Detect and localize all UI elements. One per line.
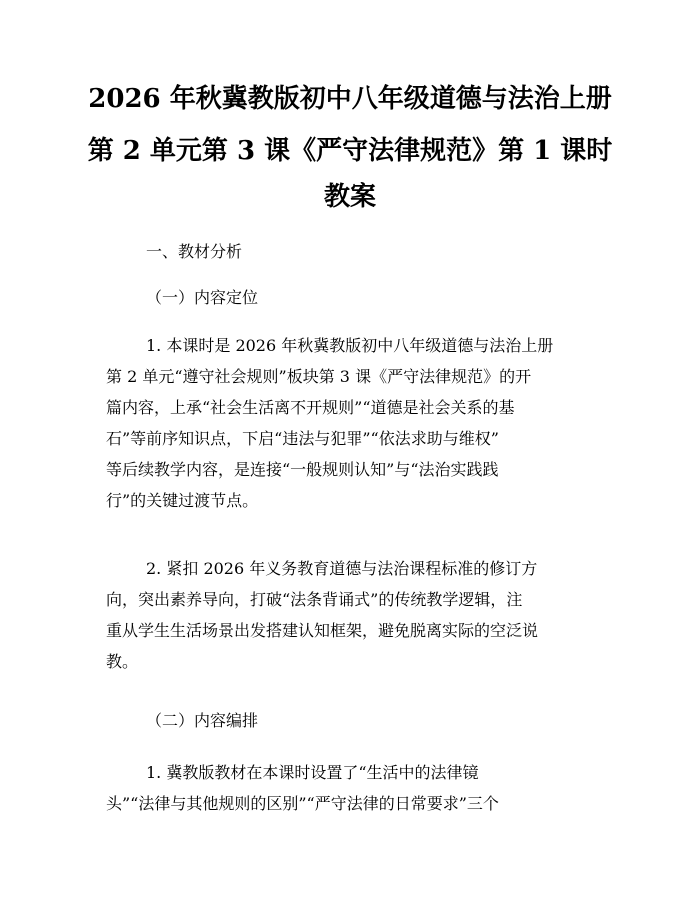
paragraph-1-line: 石”等前序知识点，下启“违法与犯罪”“依法求助与维权” xyxy=(106,429,499,448)
section-heading-textbook-analysis: 一、教材分析 xyxy=(146,242,243,261)
paragraph-3-line: 头”“法律与其他规则的区别”“严守法律的日常要求”三个 xyxy=(106,794,499,813)
paragraph-1-line: 第 2 单元“遵守社会规则”板块第 3 课《严守法律规范》的开 xyxy=(106,367,532,386)
document-title-line-1: 2026 年秋冀教版初中八年级道德与法治上册 xyxy=(88,84,612,114)
subsection-heading-content-positioning: （一）内容定位 xyxy=(146,288,259,307)
document-title-line-3: 教案 xyxy=(323,182,376,212)
paragraph-2-line: 向，突出素养导向，打破“法条背诵式”的传统教学逻辑，注 xyxy=(106,590,523,609)
paragraph-2-line: 重从学生生活场景出发搭建认知框架，避免脱离实际的空泛说 xyxy=(106,621,539,640)
paragraph-1-line: 等后续教学内容，是连接“一般规则认知”与“法治实践践 xyxy=(106,460,499,479)
paragraph-1-line: 1. 本课时是 2026 年秋冀教版初中八年级道德与法治上册 xyxy=(146,336,554,355)
paragraph-1-line: 行”的关键过渡节点。 xyxy=(106,491,259,510)
paragraph-2-line: 2. 紧扣 2026 年义务教育道德与法治课程标准的修订方 xyxy=(146,559,538,578)
document-title-line-2: 第 2 单元第 3 课《严守法律规范》第 1 课时 xyxy=(87,136,613,166)
paragraph-1-line: 篇内容，上承“社会生活离不开规则”“道德是社会关系的基 xyxy=(106,398,515,417)
paragraph-3-line: 1. 冀教版教材在本课时设置了“生活中的法律镜 xyxy=(146,763,479,782)
subsection-heading-content-arrangement: （二）内容编排 xyxy=(146,711,259,730)
paragraph-3 xyxy=(106,757,598,819)
paragraph-1 xyxy=(106,330,598,516)
paragraph-2-line: 教。 xyxy=(106,652,139,671)
paragraph-2 xyxy=(106,553,598,677)
